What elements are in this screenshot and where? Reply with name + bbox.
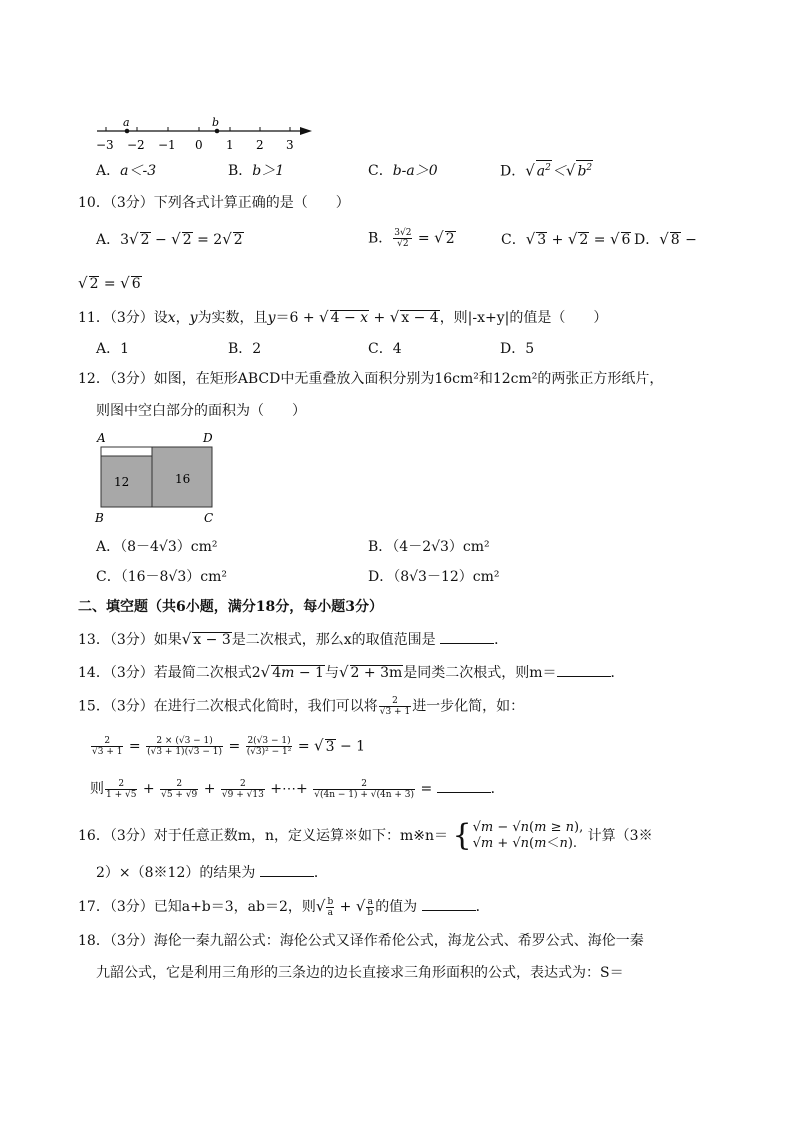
answer-blank[interactable] — [437, 778, 491, 793]
tick-label: −2 — [127, 138, 145, 152]
vertex-d: D — [203, 431, 213, 445]
q11-option-d: D．5 — [500, 341, 535, 357]
q15-stem: 15．（3分）在进行二次根式化简时，我们可以将 $\frac{2}{√3 + 1}$ 进一步化简，如： — [78, 696, 525, 717]
q12-stem-line2: 则图中空白部分的面积为（ ） — [96, 403, 306, 419]
q10-option-a: A．3√ 2 − √ 2 = 2√ 2 — [96, 230, 243, 248]
q12-option-a: A．（8－4√3）cm² — [96, 539, 218, 555]
q10-option-d: D．√ 8 − — [634, 230, 697, 248]
q12-option-c: C．（16－8√3）cm² — [96, 569, 227, 585]
vertex-c: C — [204, 511, 214, 525]
q11-stem: 11．（3分）设x，y为实数，且y＝6 + √ 4 − x + √ x − 4，则|-x+y|的值是（ ） — [78, 308, 608, 326]
q10-option-d-cont: √ 2 = √ 6 — [78, 274, 141, 292]
q12-stem-line1: 12．（3分）如图，在矩形ABCD中无重叠放入面积分别为16cm²和12cm²的两张正方形纸片， — [78, 371, 664, 387]
q13-stem: 13．（3分）如果√ x − 3是二次根式，那么x的取值范围是 ． — [78, 630, 509, 648]
q12-option-d: D．（8√3－12）cm² — [368, 569, 500, 585]
q17-stem: 17．（3分）已知a+b＝3，ab＝2，则√ $\frac{b}{a}$ + √ $\frac{a}{b}$ 的值为 ． — [78, 896, 490, 918]
q9-option-c: C．b-a＞0 — [368, 163, 438, 179]
vertex-a: A — [97, 431, 106, 445]
tick-label: −1 — [158, 138, 176, 152]
tick-label: −3 — [96, 138, 114, 152]
q11-option-a: A．1 — [96, 341, 130, 357]
q10-option-b: B． $\frac{3√2}{√2}$ = √ 2 — [368, 228, 455, 249]
q10-stem: 10．（3分）下列各式计算正确的是（ ） — [78, 195, 350, 211]
q18-line2: 九韶公式，它是利用三角形的三条边的边长直接求三角形面积的公式，表达式为：S＝ — [96, 965, 624, 981]
number-line-figure — [92, 116, 322, 156]
answer-blank[interactable] — [260, 862, 314, 877]
answer-blank[interactable] — [440, 629, 494, 644]
point-b-label: b — [212, 116, 220, 129]
q9-option-a: A．a＜-3 — [96, 163, 157, 179]
q10-option-c: C．√ 3 + √ 2 = √ 6 — [501, 230, 631, 248]
large-square-label: 16 — [175, 472, 191, 486]
q15-example: $\frac{2}{√3 + 1}$ = $\frac{2 \times (√3 - 1)}{(√3 + 1)(√3 - 1)}$ = $\frac{2(√3 - 1)}{\text{(√3)² − 1²}}$ = √ 3 − 1 — [92, 736, 366, 757]
small-square-label: 12 — [114, 475, 130, 489]
tick-label: 1 — [226, 138, 234, 152]
section-title: 二、填空题（共6小题，满分18分，每小题3分） — [78, 599, 383, 615]
answer-blank[interactable] — [422, 896, 476, 911]
point-a-label: a — [123, 116, 130, 129]
q11-option-b: B．2 — [228, 341, 262, 357]
tick-label: 2 — [256, 138, 264, 152]
q9-option-d: D．√ $a^2<√$ $b^2$ — [500, 161, 593, 180]
q11-option-c: C．4 — [368, 341, 402, 357]
answer-blank[interactable] — [557, 662, 611, 677]
rectangle-squares-figure — [92, 430, 222, 526]
q16-stem-line2: 2）×（8※12）的结果为 ． — [96, 862, 328, 882]
q14-stem: 14．（3分）若最简二次根式2√ 4m − 1与√ 2 + 3m是同类二次根式，则m＝ ． — [78, 663, 625, 681]
q18-line1: 18．（3分）海伦一秦九韶公式：海伦公式又译作希伦公式，海龙公式、希罗公式、海伦一秦 — [78, 933, 644, 949]
q12-option-b: B．（4－2√3）cm² — [368, 539, 490, 555]
tick-label: 0 — [195, 138, 203, 152]
q15-question: 则 $\frac{2}{1 + √5}$ + $\frac{2}{√5 + √9}$ + $\frac{2}{√9 + √13}$ +⋯+ $\frac{2}{√(4n - 1) + √(4n + 3)}$ = ． — [90, 778, 505, 800]
vertex-b: B — [95, 511, 104, 525]
tick-label: 3 — [286, 138, 294, 152]
q16-stem: 16．（3分）对于任意正数m，n，定义运算※如下：m※n＝ { √m − √n(m ≥ n), √m + √n(m＜n). 计算（3※ — [78, 818, 653, 853]
q9-option-b: B．b＞1 — [228, 163, 285, 179]
